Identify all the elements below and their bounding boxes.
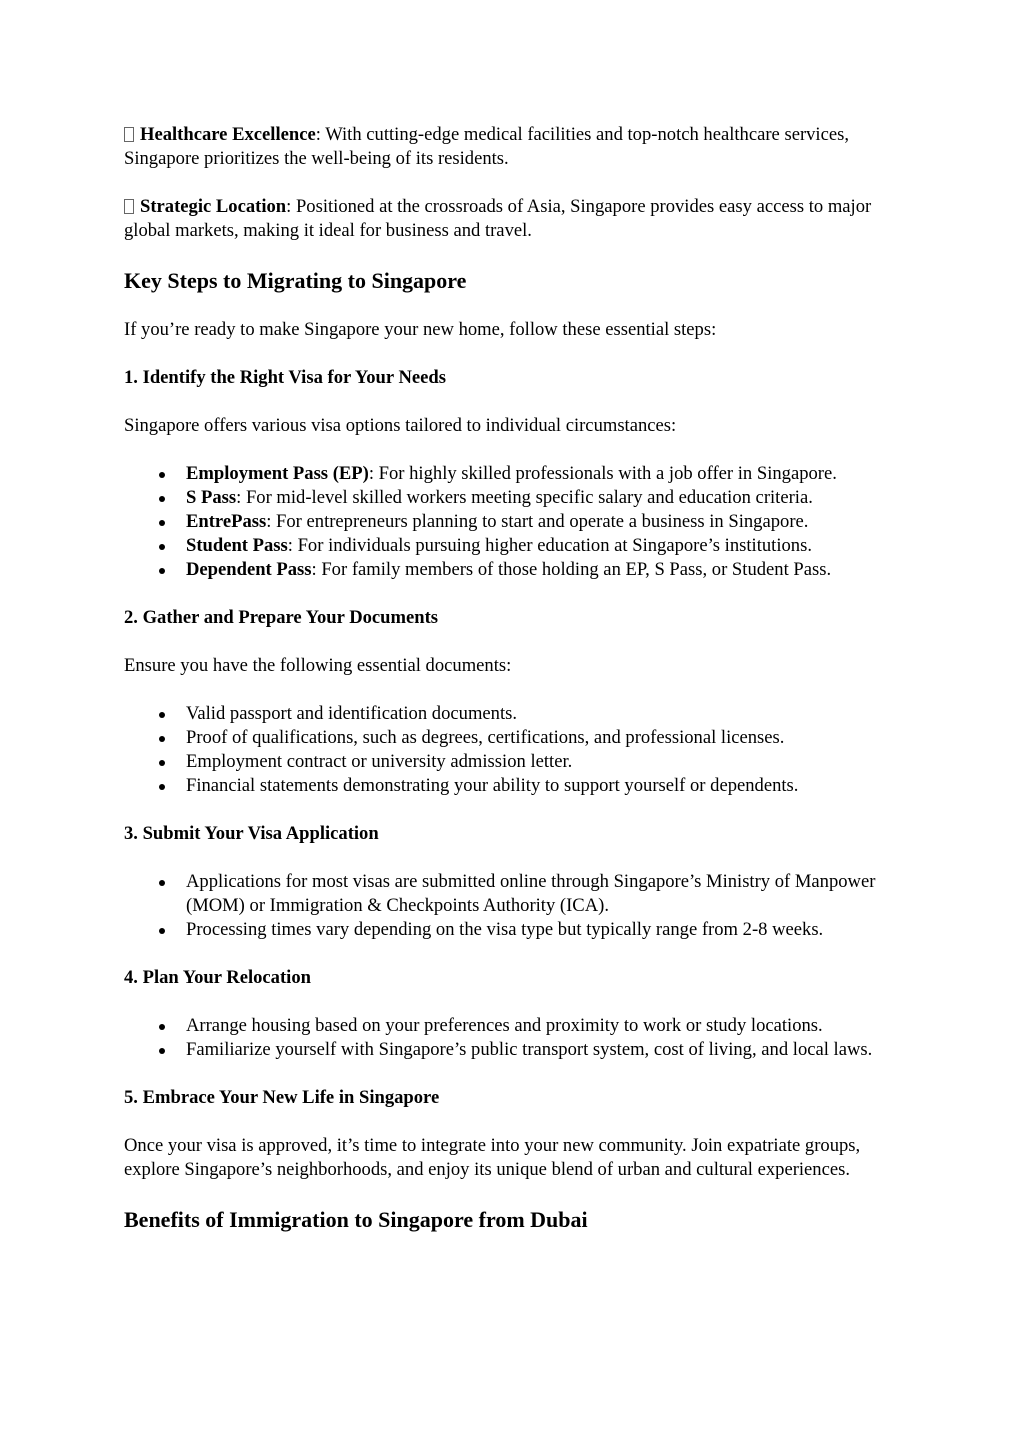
step2-heading: 2. Gather and Prepare Your Documents — [124, 607, 439, 628]
list-item-term: Dependent Pass — [186, 559, 312, 580]
intro-term: Strategic Location — [140, 196, 287, 217]
missing-glyph-icon — [124, 127, 134, 142]
list-item-term: S Pass — [186, 487, 237, 508]
list-item: Employment contract or university admission letter. — [124, 750, 899, 774]
list-item — [124, 534, 899, 558]
list-item — [124, 486, 899, 510]
list-item: Processing times vary depending on the visa type but typically range from 2-8 weeks. — [124, 918, 899, 942]
key-steps-intro: If you’re ready to make Singapore your new home, follow these essential steps: — [124, 319, 717, 340]
step5-heading: 5. Embrace Your New Life in Singapore — [124, 1087, 440, 1108]
list-item: Valid passport and identification documents. — [124, 702, 899, 726]
list-item-text: : For family members of those holding an EP, S Pass, or Student Pass. — [311, 559, 832, 580]
step2-intro: Ensure you have the following essential documents: — [124, 655, 512, 676]
documents-list — [124, 702, 899, 798]
list-item: Financial statements demonstrating your ability to support yourself or dependents. — [124, 774, 899, 798]
key-steps-heading: Key Steps to Migrating to Singapore — [124, 268, 467, 293]
list-item — [124, 510, 899, 534]
benefits-heading: Benefits of Immigration to Singapore from Dubai — [124, 1207, 588, 1232]
list-item: Arrange housing based on your preferences and proximity to work or study locations. — [124, 1014, 899, 1038]
list-item-text: : For individuals pursuing higher education at Singapore’s institutions. — [287, 535, 812, 556]
relocation-list — [124, 1014, 899, 1062]
intro-item-location — [124, 195, 899, 243]
intro-text: : Positioned at the crossroads of Asia, Singapore provides easy access to major global markets, making it ideal for business and travel. — [124, 196, 872, 241]
step5-text: Once your visa is approved, it’s time to integrate into your new community. Join expatriate groups, explore Singapore’s neighborhoods, and enjoy its unique blend of urban and cultural experiences. — [124, 1135, 861, 1180]
list-item-text: : For highly skilled professionals with a job offer in Singapore. — [368, 463, 837, 484]
list-item-term: EntrePass — [186, 511, 267, 532]
application-list — [124, 870, 899, 942]
step1-intro: Singapore offers various visa options tailored to individual circumstances: — [124, 415, 677, 436]
step3-heading: 3. Submit Your Visa Application — [124, 823, 379, 844]
list-item: Applications for most visas are submitted online through Singapore’s Ministry of Manpower (MOM) or Immigration & Checkpoints Authority (ICA). — [124, 870, 899, 918]
document-page — [124, 123, 899, 1257]
missing-glyph-icon — [124, 199, 134, 214]
list-item-text: : For mid-level skilled workers meeting specific salary and education criteria. — [236, 487, 813, 508]
list-item: Familiarize yourself with Singapore’s public transport system, cost of living, and local laws. — [124, 1038, 899, 1062]
step4-heading: 4. Plan Your Relocation — [124, 967, 311, 988]
list-item-term: Employment Pass (EP) — [186, 463, 369, 484]
intro-term: Healthcare Excellence — [140, 124, 316, 145]
intro-text: : With cutting-edge medical facilities and top-notch healthcare services, Singapore prioritizes the well-being of its residents. — [124, 124, 849, 169]
step1-heading: 1. Identify the Right Visa for Your Needs — [124, 367, 446, 388]
list-item: Proof of qualifications, such as degrees, certifications, and professional licenses. — [124, 726, 899, 750]
visa-options-list — [124, 462, 899, 582]
list-item — [124, 558, 899, 582]
list-item-term: Student Pass — [186, 535, 288, 556]
intro-item-healthcare — [124, 123, 899, 171]
list-item — [124, 462, 899, 486]
list-item-text: : For entrepreneurs planning to start and operate a business in Singapore. — [266, 511, 809, 532]
